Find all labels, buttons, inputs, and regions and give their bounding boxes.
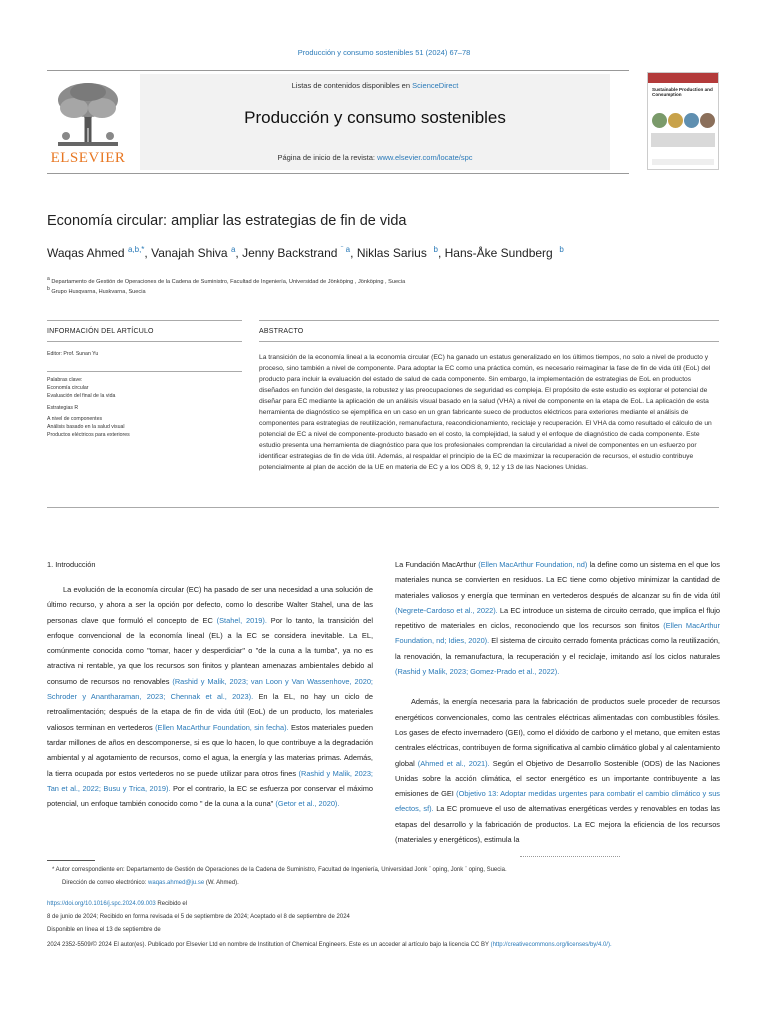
paragraph-text: La Fundación MacArthur	[395, 560, 479, 569]
keyword: Análisis basado en la salud visual	[47, 424, 125, 431]
affiliation	[47, 276, 405, 285]
citation-link[interactable]: (Stahel, 2019).	[216, 615, 267, 625]
email-note	[62, 880, 239, 886]
paragraph	[395, 557, 720, 679]
cover-photo	[700, 113, 715, 128]
keywords-label: Palabras clave:	[47, 377, 83, 383]
copyright-text: 2024 2352-5509/© 2024 El autor(es). Publicado por Elsevier Ltd en nombre de Institution of Chemical Engineers. Este es un acceder al artículo bajo la licencia CC BY	[47, 942, 491, 948]
author-name: Jenny Backstrand	[242, 246, 338, 260]
keyword: Productos eléctricos para exteriores	[47, 432, 130, 439]
cover-footer	[652, 159, 714, 165]
column-end-dots	[520, 856, 620, 857]
affiliation-marker: b	[47, 286, 50, 292]
doi-suffix: Recibido el	[155, 901, 188, 907]
doi-link[interactable]: https://doi.org/10.1016/j.spc.2024.09.003	[47, 901, 156, 907]
info-rule	[47, 371, 242, 372]
article-title: Economía circular: ampliar las estrategias de fin de vida	[47, 213, 407, 229]
paragraph-text: Por el contrario, la EC se esfuerza por conservar el máximo potencial, un enfoque también conocido como " de la cuna a la cuna"	[47, 783, 373, 809]
paragraph-text: La EC introduce un sistema de circuito cerrado, que implica el flujo repetitivo de materiales en ciclos, reconociendo que los recursos son finitos	[395, 605, 720, 631]
email-suffix: (W. Ahmed).	[204, 880, 239, 886]
journal-cover-thumbnail[interactable]	[647, 72, 719, 170]
author-name: Vanajah Shiva	[151, 246, 228, 260]
editor-line: Editor: Prof. Sunan Yu	[47, 351, 99, 357]
author-affiliation-marker[interactable]: a,b,*	[127, 245, 145, 254]
sciencedirect-link[interactable]: ScienceDirect	[412, 81, 459, 90]
keyword: Estrategias R	[47, 404, 79, 411]
copyright-line	[47, 939, 727, 952]
affiliation-text: Grupo Husqvarna, Huskvarna, Suecia	[51, 288, 146, 295]
citation-link[interactable]: (Ellen MacArthur Foundation, sin fecha).	[155, 722, 289, 732]
journal-reference[interactable]: Producción y consumo sostenibles 51 (2024) 67–78	[297, 48, 471, 57]
doi-line	[47, 901, 187, 907]
body-column-left	[47, 582, 373, 811]
email-link[interactable]: waqas.ahmed@ju.se	[148, 880, 205, 886]
author-affiliation-marker[interactable]: ¨ a	[340, 245, 351, 254]
keyword: Economía circular	[47, 385, 89, 392]
citation-link[interactable]: (Ellen MacArthur Foundation, nd)	[478, 560, 588, 569]
license-link[interactable]: (http://creativecommons.org/licenses/by/4.0/).	[490, 942, 612, 948]
paragraph-text: El sistema de circuito cerrado fomenta prácticas como la reutilización, la renovación, la remanufactura, la recuperación y el reciclaje, imitando así los ciclos naturales	[395, 636, 720, 661]
email-label: Dirección de correo electrónico:	[62, 880, 149, 886]
corresponding-author-note: * Autor correspondiente en: Departamento de Gestión de Operaciones de la Cadena de Suministro, Facultad de Ingeniería, Universidad Jonk ¨ oping, Jonk ¨ oping, Suecia.	[52, 867, 507, 873]
received-dates: 8 de junio de 2024; Recibido en forma revisada el 5 de septiembre de 2024; Aceptado el 8 de septiembre de 2024	[47, 914, 350, 920]
cover-photo	[684, 113, 699, 128]
author-affiliation-marker[interactable]: b	[433, 245, 438, 254]
cover-band	[648, 73, 718, 83]
author-name: Hans-Åke Sundberg	[444, 246, 553, 260]
affiliation	[47, 286, 146, 295]
info-rule	[47, 320, 242, 321]
citation-link[interactable]: (Objetivo 13: Adoptar medidas urgentes para combatir el cambio climático y sus efectos, sf).	[395, 789, 720, 814]
author-name: Niklas Sarius	[356, 246, 427, 260]
header-rule-top	[47, 70, 629, 71]
citation-link[interactable]: (Negrete-Cardoso et al., 2022).	[395, 605, 498, 615]
paragraph-text: La EC promueve el uso de alternativas energéticas verdes y renovables en todas las etapas del desarrollo y la fabricación de productos. La EC mejora la eficiencia de los recursos (materiales y energéticos), estimula la	[395, 804, 720, 845]
keyword: Evaluación del final de la vida	[47, 393, 116, 400]
citation-link[interactable]: (Getor et al., 2020).	[275, 799, 340, 809]
author-name: Waqas Ahmed	[47, 246, 125, 260]
abstract-heading: ABSTRACTO	[259, 328, 304, 335]
keywords-block	[47, 376, 242, 439]
author-affiliation-marker[interactable]: a	[230, 245, 236, 254]
paragraph-text: Según el Objetivo de Desarrollo Sostenible (ODS) de las Naciones Unidas sobre la acción climática, el sector energético es un importante contribuyente a las emisiones de GEI	[395, 758, 720, 799]
info-rule	[47, 341, 242, 342]
paragraph-text: En la EL, no hay un ciclo de retroalimentación; después de la etapa de fin de vida útil (EoL) de un producto, los materiales valiosos terminan en vertederos	[47, 692, 373, 732]
elsevier-wordmark: ELSEVIER	[50, 150, 126, 166]
body-column-right	[395, 557, 720, 847]
citation-link[interactable]: (Ellen MacArthur Foundation, nd; Idies, 2020).	[395, 621, 721, 646]
keyword: A nivel de componentes	[47, 415, 103, 422]
cover-strip	[651, 133, 715, 147]
affiliation-text: Departamento de Gestión de Operaciones de la Cadena de Suministro, Facultad de Ingeniería, Universidad de Jönköping , Jönköping , Suecia	[51, 278, 406, 285]
paragraph-text: la define como un sistema en el que los materiales nunca se convierten en residuos. La EC tiene como objetivo minimizar la cantidad de materiales valiosos y energía que terminan en vertederos después de alcanzar su fin de vida útil	[395, 560, 720, 600]
author-affiliation-marker[interactable]: b	[559, 245, 564, 254]
cover-photo	[668, 113, 683, 128]
abstract-rule	[259, 320, 719, 321]
abstract-rule	[259, 341, 719, 342]
paragraph	[47, 582, 373, 811]
footnote-rule	[47, 860, 95, 861]
paragraph	[395, 694, 720, 847]
journal-title: Producción y consumo sostenibles	[244, 108, 506, 127]
cover-photo	[652, 113, 667, 128]
cover-title: Sustainable Production and Consumption	[652, 87, 713, 98]
contents-prefix: Listas de contenidos disponibles en	[291, 81, 413, 90]
abstract-end-rule	[47, 507, 719, 508]
citation-link[interactable]: (Rashid y Malik, 2023; Gomez-Prado et al., 2022).	[395, 667, 560, 677]
online-date: Disponible en línea el 13 de septiembre de	[47, 927, 161, 933]
paragraph-text: La evolución de la economía circular (EC) ha pasado de ser una necesidad a una solución de último recurso, y ahora a ser la opción por defecto, como lo describe Walter Stahel, una de las personas clave que formuló el concepto de EC	[47, 585, 373, 625]
affiliation-marker: a	[47, 276, 50, 282]
paragraph-text: Estos materiales pueden tardar millones de años en descomponerse, si es que lo hacen, lo que contribuye a la degradación ambiental y al agotamiento de recursos, como el agua, la energía y las materias primas. Además, la tierra ocupada por estos vertederos no se puede utilizar para otros fines	[47, 722, 373, 778]
paragraph-text: Por lo tanto, la transición del enfoque convencional de la economía lineal (EL) a la EC se considera inevitable. La EL, comúnmente conocida como "tomar, hacer y desperdiciar" o "de la cuna a la tumba", ya no es atractiva ni rentable, ya que los recursos son finitos y plantean amenazas ambientales debido al consumo de recursos no renovables	[47, 615, 374, 686]
paragraph-text: Además, la energía necesaria para la fabricación de productos suele proceder de recursos energéticos convencionales, como las centrales eléctricas alimentadas con combustibles fósiles. Los gases de efecto invernadero (GEI), como el dióxido de carbono y el metano, que emiten estas centrales eléctricas, contribuyen de forma significativa al cambio climático global y al calentamiento global	[395, 697, 720, 768]
citation-link[interactable]: (Ahmed et al., 2021).	[417, 758, 490, 768]
contents-line	[140, 81, 610, 90]
citation-link[interactable]: (Rashid y Malik, 2023; Tan et al., 2022; Busu y Trica, 2019).	[47, 768, 373, 793]
journal-homepage-link[interactable]: www.elsevier.com/locate/spc	[377, 153, 473, 162]
header-rule-bottom	[47, 173, 629, 174]
author-list: Waqas Ahmed $^{a,b,*}$, Vanajah Shiva $^a$, Jenny Backstrand $^{¨ a}$, Niklas Sarius $^b$, Hans-Åke Sundberg $^b$	[47, 245, 564, 260]
abstract-text: La transición de la economía lineal a la economía circular (EC) ha ganado un estatus generalizado en los últimos tiempos, no solo a nivel de producto y proceso, sino también a nivel de componente. Para adoptar la EC como una práctica común, es necesario reimaginar la fase de fin de vida útil (EoL) del producto para incluir la evaluación del estado de salud de cada componente. Sin embargo, la implementación de estrategias de EoL en productos diseñados en función del desgaste, la robustez y las preocupaciones de seguridad es compleja. El propósito de este estudio es explorar el potencial de diseñar para EC mediante la aplicación de un análisis visual basado en la salud (VHA) a nivel de componente en la etapa de EoL. La aplicación de esta herramienta de diagnóstico se ejemplifica en un caso en un gran fabricante sueco de productos eléctricos para exteriores mediante el análisis de componentes para estrategias de reutilización, remanufactura, reacondicionamiento, reciclaje y recuperación. El VHA da como resultado el cálculo de un potencial de EC a nivel de componente-producto basado en el costo, la complejidad, la salud y el enfoque de diagnóstico de cada componente. Este estudio presenta una herramienta de diagnóstico para que los profesionales comprendan la circularidad a nivel de componentes en un esfuerzo por identificar estrategias de fin de vida útil. Además, al respaldar el principio de la EC de maximizar la recuperación de recursos, el estudio contribuye potencialmente al plan de acción de la UE en materia de EC y a los ODS 8, 9, 12 y 13 de las Naciones Unidas.	[259, 354, 712, 471]
homepage-line	[140, 153, 610, 162]
article-info-heading: INFORMACIÓN DEL ARTÍCULO	[47, 328, 154, 335]
homepage-prefix: Página de inicio de la revista:	[277, 153, 378, 162]
citation-link[interactable]: (Rashid y Malik, 2023; van Loon y Van Wassenhove, 2020; Schroder y Anantharaman, 2023; Chennak et al., 2023).	[47, 676, 373, 702]
section-heading: 1. Introducción	[47, 560, 96, 569]
